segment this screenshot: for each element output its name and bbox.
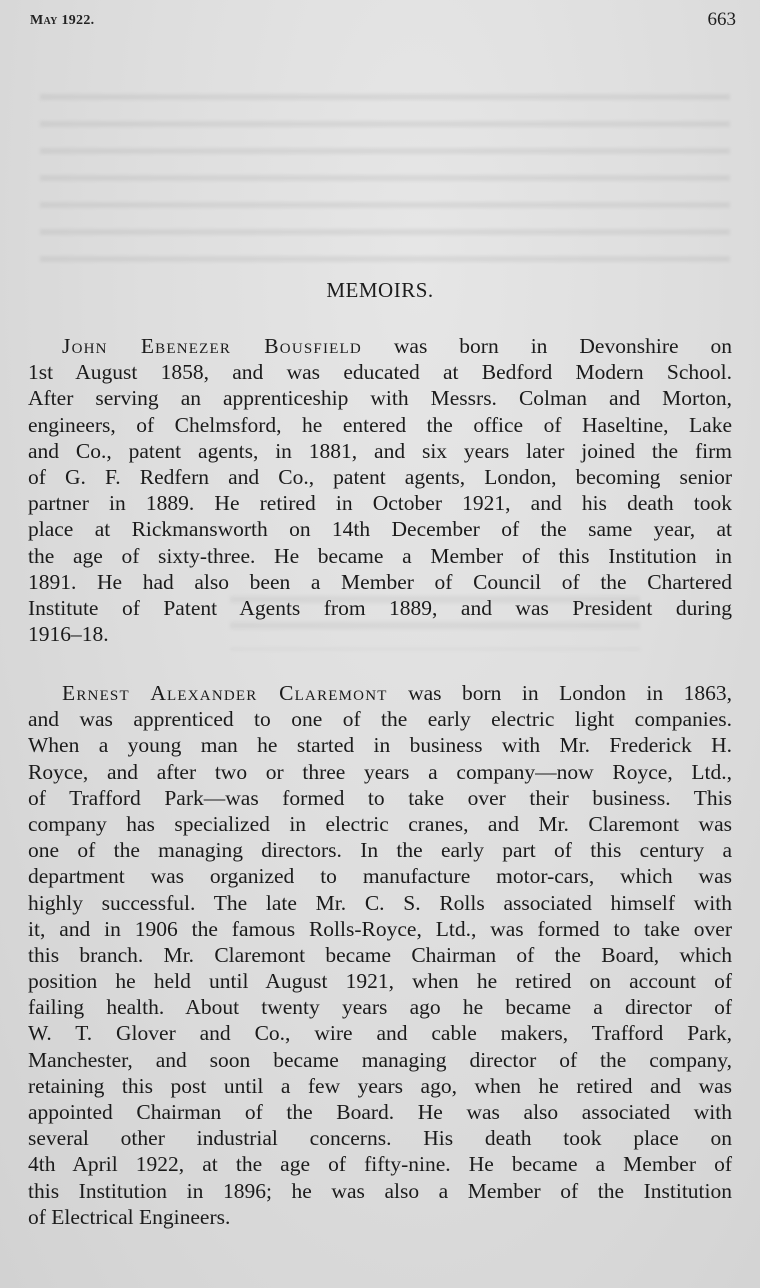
memoir-line: it, and in 1906 the famous Rolls-Royce, Ltd., was formed to take over bbox=[28, 916, 732, 941]
memoir-line: engineers, of Chelmsford, he entered the office of Haseltine, Lake bbox=[28, 412, 732, 437]
memoir-line: several other industrial concerns. His death took place on bbox=[28, 1126, 732, 1151]
memoir-line: 1891. He had also been a Member of Council of the Chartered bbox=[28, 569, 732, 594]
running-head: May 1922. bbox=[30, 13, 95, 28]
memoir-line: of Trafford Park—was formed to take over their business. This bbox=[28, 785, 732, 810]
memoir-line bbox=[28, 333, 732, 359]
memoir-line: 4th April 1922, at the age of fifty-nine. He became a Member of bbox=[28, 1152, 732, 1177]
memoir-line: position he held until August 1921, when he retired on account of bbox=[28, 969, 732, 994]
memoir-line: retaining this post until a few years ago, when he retired and was bbox=[28, 1073, 732, 1098]
memoir-line: company has specialized in electric cranes, and Mr. Claremont was bbox=[28, 811, 732, 836]
memoir-line: of Electrical Engineers. bbox=[28, 1204, 231, 1229]
memoir-line: After serving an apprenticeship with Messrs. Colman and Morton, bbox=[28, 386, 732, 411]
memoir-paragraph bbox=[28, 680, 732, 1230]
memoir-name: Ernest Alexander Claremont bbox=[62, 681, 388, 705]
memoir-line: this Institution in 1896; he was also a Member of the Institution bbox=[28, 1178, 732, 1203]
memoir-line: Royce, and after two or three years a company—now Royce, Ltd., bbox=[28, 759, 732, 784]
memoir-paragraph bbox=[28, 333, 732, 647]
memoir-line bbox=[28, 680, 732, 706]
memoir-line: this branch. Mr. Claremont became Chairman of the Board, which bbox=[28, 942, 732, 967]
section-title: MEMOIRS. bbox=[326, 278, 434, 302]
memoir-line: one of the managing directors. In the early part of this century a bbox=[28, 838, 732, 863]
page-number: 663 bbox=[707, 9, 736, 30]
memoir-line: failing health. About twenty years ago he became a director of bbox=[28, 995, 732, 1020]
memoir-line: 1916–18. bbox=[28, 622, 109, 647]
memoir-line: 1st August 1858, and was educated at Bedford Modern School. bbox=[28, 360, 732, 385]
memoir-line: highly successful. The late Mr. C. S. Rolls associated himself with bbox=[28, 890, 732, 915]
memoir-line: department was organized to manufacture motor-cars, which was bbox=[28, 864, 732, 889]
memoir-line: partner in 1889. He retired in October 1921, and his death took bbox=[28, 491, 732, 516]
show-through-texture bbox=[40, 80, 730, 280]
memoir-line: W. T. Glover and Co., wire and cable makers, Trafford Park, bbox=[28, 1021, 732, 1046]
memoir-line: Manchester, and soon became managing director of the company, bbox=[28, 1047, 732, 1072]
memoir-line: appointed Chairman of the Board. He was also associated with bbox=[28, 1100, 732, 1124]
memoir-line-text: was born in Devonshire on bbox=[361, 334, 732, 358]
memoir-line: of G. F. Redfern and Co., patent agents, London, becoming senior bbox=[28, 464, 732, 489]
memoir-line: and was apprenticed to one of the early electric light companies. bbox=[28, 707, 732, 732]
memoir-line-text: was born in London in 1863, bbox=[387, 681, 732, 705]
memoir-line: Institute of Patent Agents from 1889, and was President during bbox=[28, 595, 732, 620]
memoir-name: John Ebenezer Bousfield bbox=[62, 334, 362, 358]
memoir-line: place at Rickmansworth on 14th December of the same year, at bbox=[28, 517, 732, 542]
memoir-line: the age of sixty-three. He became a Member of this Institution in bbox=[28, 543, 732, 568]
memoir-line: When a young man he started in business with Mr. Frederick H. bbox=[28, 733, 732, 758]
memoir-line: and Co., patent agents, in 1881, and six years later joined the firm bbox=[28, 438, 732, 463]
